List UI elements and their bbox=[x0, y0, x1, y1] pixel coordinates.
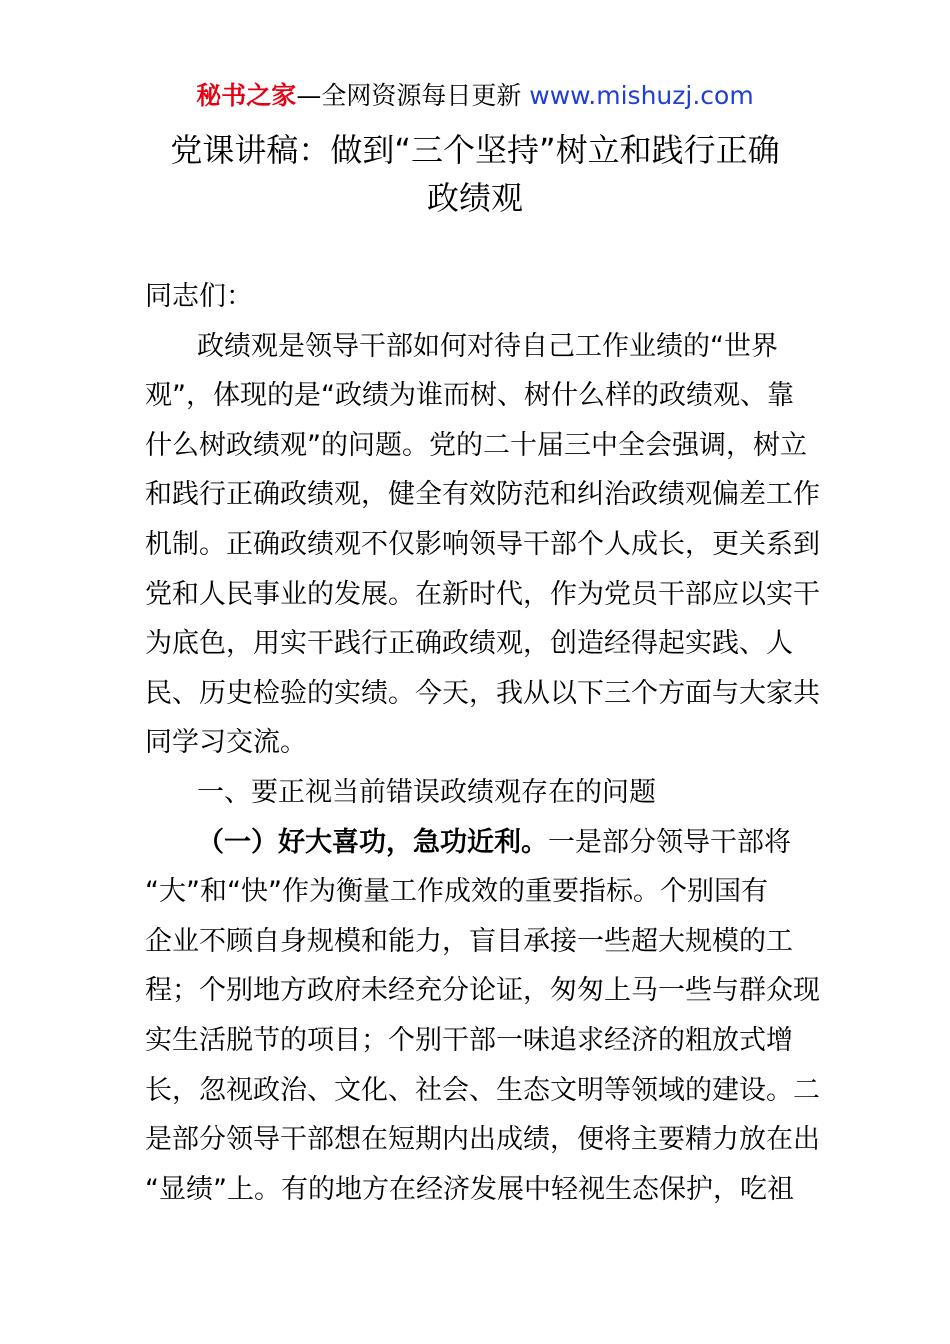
paragraph-line: 为底色，用实干践行正确政绩观，创造经得起实践、人 bbox=[145, 628, 793, 660]
paragraph-line: 企业不顾自身规模和能力，盲目承接一些超大规模的工 bbox=[145, 925, 793, 957]
header-tagline: —全网资源每日更新 bbox=[296, 81, 530, 110]
paragraph-line: 是部分领导干部想在短期内出成绩，便将主要精力放在出 bbox=[145, 1124, 820, 1156]
subsection-bold-lead: （一）好大喜功，急功近利。 bbox=[197, 826, 548, 858]
header-url[interactable]: www.mishuzj.com bbox=[529, 81, 754, 110]
brand-name: 秘书之家 bbox=[196, 81, 297, 110]
paragraph-line: “大”和“快”作为衡量工作成效的重要指标。个别国有 bbox=[145, 876, 768, 908]
document-title bbox=[100, 126, 850, 222]
paragraph-line: 实生活脱节的项目；个别干部一味追求经济的粗放式增 bbox=[145, 1024, 793, 1056]
subsection-first-line bbox=[145, 818, 815, 868]
paragraph-line: 长，忽视政治、文化、社会、生态文明等领域的建设。二 bbox=[145, 1074, 820, 1106]
paragraph-line: 民、历史检验的实绩。今天，我从以下三个方面与大家共 bbox=[145, 677, 820, 709]
section-heading: 一、要正视当前错误政绩观存在的问题 bbox=[197, 776, 656, 808]
paragraph-line: 同学习交流。 bbox=[145, 727, 307, 759]
paragraph-line: “显绩”上。有的地方在经济发展中轻视生态保护，吃祖 bbox=[145, 1173, 794, 1205]
paragraph-line: 机制。正确政绩观不仅影响领导干部个人成长，更关系到 bbox=[145, 528, 820, 560]
paragraph-line: 和践行正确政绩观，健全有效防范和纠治政绩观偏差工作 bbox=[145, 479, 820, 511]
paragraph-line: 什么树政绩观”的问题。党的二十届三中全会强调，树立 bbox=[145, 429, 807, 461]
salutation: 同志们： bbox=[145, 281, 253, 312]
page-header bbox=[0, 80, 950, 112]
paragraph-line: 程；个别地方政府未经充分论证，匆匆上马一些与群众现 bbox=[145, 975, 820, 1007]
paragraph-line: 党和人民事业的发展。在新时代，作为党员干部应以实干 bbox=[145, 578, 820, 610]
paragraph-line: 政绩观是领导干部如何对待自己工作业绩的“世界 bbox=[197, 330, 778, 362]
subsection-1 bbox=[145, 818, 820, 1215]
subsection-lead-rest: 一是部分领导干部将 bbox=[548, 826, 791, 858]
paragraph-line: 观”，体现的是“政绩为谁而树、树什么样的政绩观、靠 bbox=[145, 380, 794, 412]
document-body bbox=[145, 272, 820, 1214]
title-line-1: 党课讲稿：做到“三个坚持”树立和践行正确 bbox=[170, 131, 780, 169]
title-line-2: 政绩观 bbox=[426, 179, 523, 217]
paragraph-intro bbox=[145, 322, 820, 768]
